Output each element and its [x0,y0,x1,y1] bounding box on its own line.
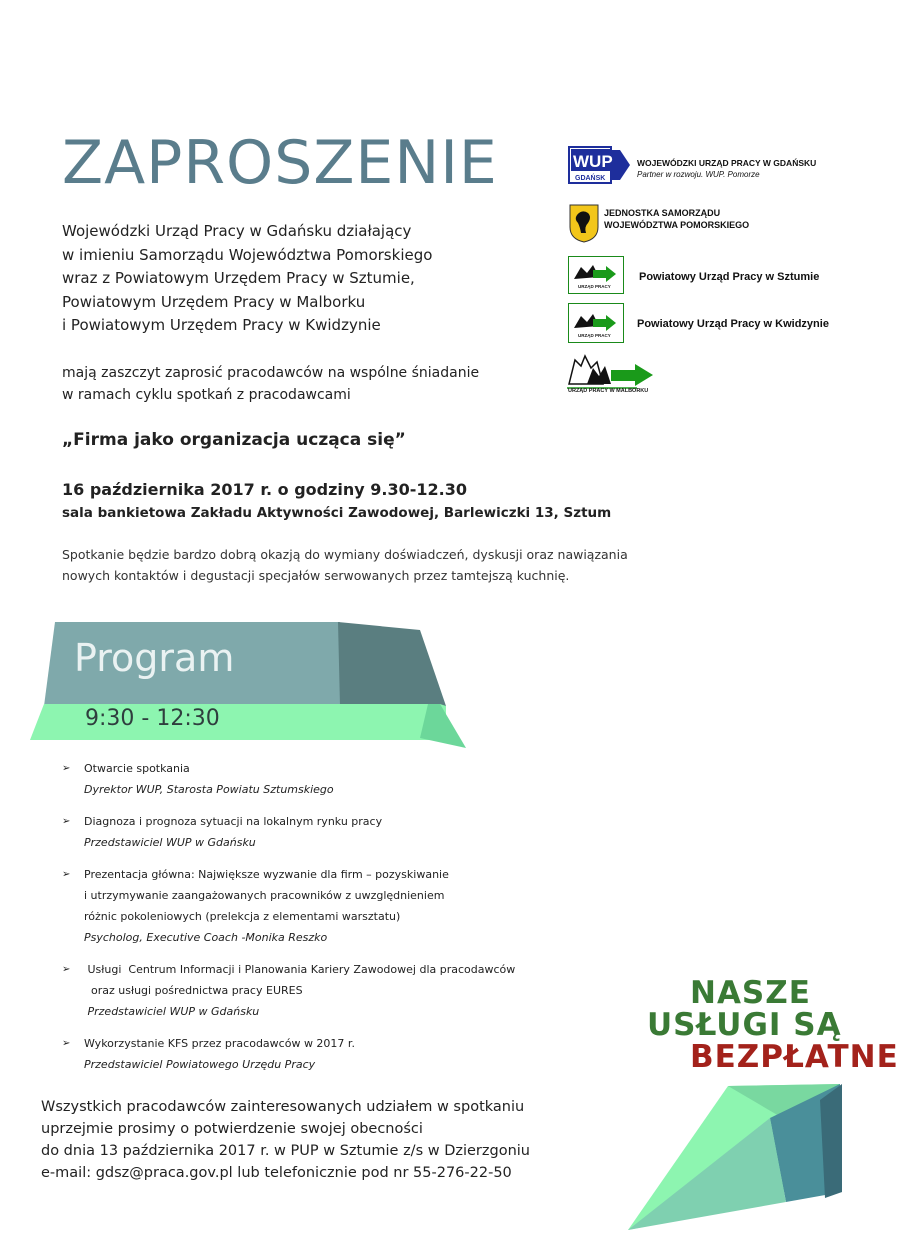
jst-line1: JEDNOSTKA SAMORZĄDU [604,208,721,218]
intro-paragraph [62,220,432,338]
agenda-item: ➢ Usługi Centrum Informacji i Planowania Kariery Zawodowej dla pracodawców oraz usługi pośrednictwa pracy EURES Przedstawiciel WUP w Gdańsku [62,959,515,1022]
page-title: ZAPROSZENIE [62,128,498,198]
agenda-item: ➢ Diagnoza i prognoza sytuacji na lokalnym rynku pracy Przedstawiciel WUP w Gdańsku [62,811,515,853]
program-banner-dark [338,622,446,706]
pup-kwidzyn-badge [568,303,624,343]
arrow-bullet-icon: ➢ [62,763,71,774]
arrow-bullet-icon: ➢ [62,816,71,827]
description-line: nowych kontaktów i degustacji specjałów serwowanych przez tamtejszą kuchnię. [62,568,570,583]
agenda-speaker: Przedstawiciel WUP w Gdańsku [84,1005,260,1018]
invite-paragraph [62,362,479,406]
wup-tagline: Partner w rozwoju. WUP. Pomorze [637,170,760,179]
event-subject: „Firma jako organizacja ucząca się” [62,430,406,450]
wup-logo-mark: WUP [573,152,613,171]
agenda-list [62,758,515,1086]
coat-of-arms-icon [568,203,600,243]
program-time-band-shade [420,704,466,748]
pup-sztum-badge [568,256,624,294]
decorative-polygon [620,1080,850,1240]
agenda-speaker: Przedstawiciel Powiatowego Urzędu Pracy [84,1058,316,1071]
intro-line: Powiatowym Urzędem Pracy w Malborku [62,292,366,311]
agenda-speaker: Dyrektor WUP, Starosta Powiatu Sztumskiego [84,783,334,796]
intro-line: i Powiatowym Urzędem Pracy w Kwidzynie [62,316,381,334]
closing-line: e-mail: gdsz@praca.gov.pl lub telefonicznie pod nr 55-276-22-50 [41,1165,512,1181]
arrow-bullet-icon: ➢ [62,1038,71,1049]
slogan-line2: USŁUGI SĄ [647,1007,842,1043]
slogan-line1: NASZE [690,975,811,1011]
program-time: 9:30 - 12:30 [85,706,220,731]
arrow-bullet-icon: ➢ [62,964,71,975]
event-description [62,544,628,586]
invite-line: w ramach cyklu spotkań z pracodawcami [62,387,351,403]
agenda-item: ➢ Prezentacja główna: Największe wyzwanie dla firm – pozyskiwanie i utrzymywanie zaangażowanych pracowników z uwzględnieniem różnic pokoleniowych (prelekcja z elementami warsztatu) Psycholog, Executive Coach -Monika Reszko [62,864,515,948]
intro-line: w imieniu Samorządu Województwa Pomorskiego [62,245,433,264]
invite-line: mają zaszczyt zaprosić pracodawców na wspólne śniadanie [62,365,480,381]
closing-paragraph [41,1096,530,1184]
event-date: 16 października 2017 r. o godziny 9.30-12.30 [62,480,468,499]
pup-kwidzyn-badge-text: URZĄD PRACY [578,333,611,338]
wup-logo-sub: GDAŃSK [575,175,606,182]
closing-line: uprzejmie prosimy o potwierdzenie swojej obecności [41,1121,423,1137]
agenda-speaker: Przedstawiciel WUP w Gdańsku [84,836,256,849]
pup-malbork-badge-text: URZĄD PRACY W MALBORKU [568,388,649,394]
closing-line: do dnia 13 października 2017 r. w PUP w Sztumie z/s w Dzierzgoniu [41,1143,530,1159]
agenda-item: ➢ Otwarcie spotkania Dyrektor WUP, Starosta Powiatu Sztumskiego [62,758,515,800]
jst-line2: WOJEWÓDZTWA POMORSKIEGO [604,220,750,230]
agenda-item: ➢ Wykorzystanie KFS przez pracodawców w 2017 r. Przedstawiciel Powiatowego Urzędu Pracy [62,1033,515,1075]
pup-sztum-badge-text: URZĄD PRACY [578,284,611,289]
agenda-speaker: Psycholog, Executive Coach -Monika Reszko [84,931,328,944]
description-line: Spotkanie będzie bardzo dobrą okazją do wymiany doświadczeń, dyskusji oraz nawiązania [62,547,628,562]
program-banner [0,600,480,760]
program-label: Program [74,636,235,680]
event-venue: sala bankietowa Zakładu Aktywności Zawodowej, Barlewiczki 13, Sztum [62,505,612,521]
closing-line: Wszystkich pracodawców zainteresowanych udziałem w spotkaniu [41,1099,525,1115]
wup-arrow-icon [568,146,632,184]
wup-logo [568,146,632,189]
pup-sztum-name: Powiatowy Urząd Pracy w Sztumie [639,271,820,283]
arrow-bullet-icon: ➢ [62,869,71,880]
pup-kwidzyn-name: Powiatowy Urząd Pracy w Kwidzynie [637,318,829,330]
intro-line: wraz z Powiatowym Urzędem Pracy w Sztumie, [62,269,415,287]
slogan-line3: BEZPŁATNE [690,1039,899,1075]
intro-line: Wojewódzki Urząd Pracy w Gdańsku działający [62,222,412,240]
wup-name: WOJEWÓDZKI URZĄD PRACY W GDAŃSKU [637,158,817,168]
